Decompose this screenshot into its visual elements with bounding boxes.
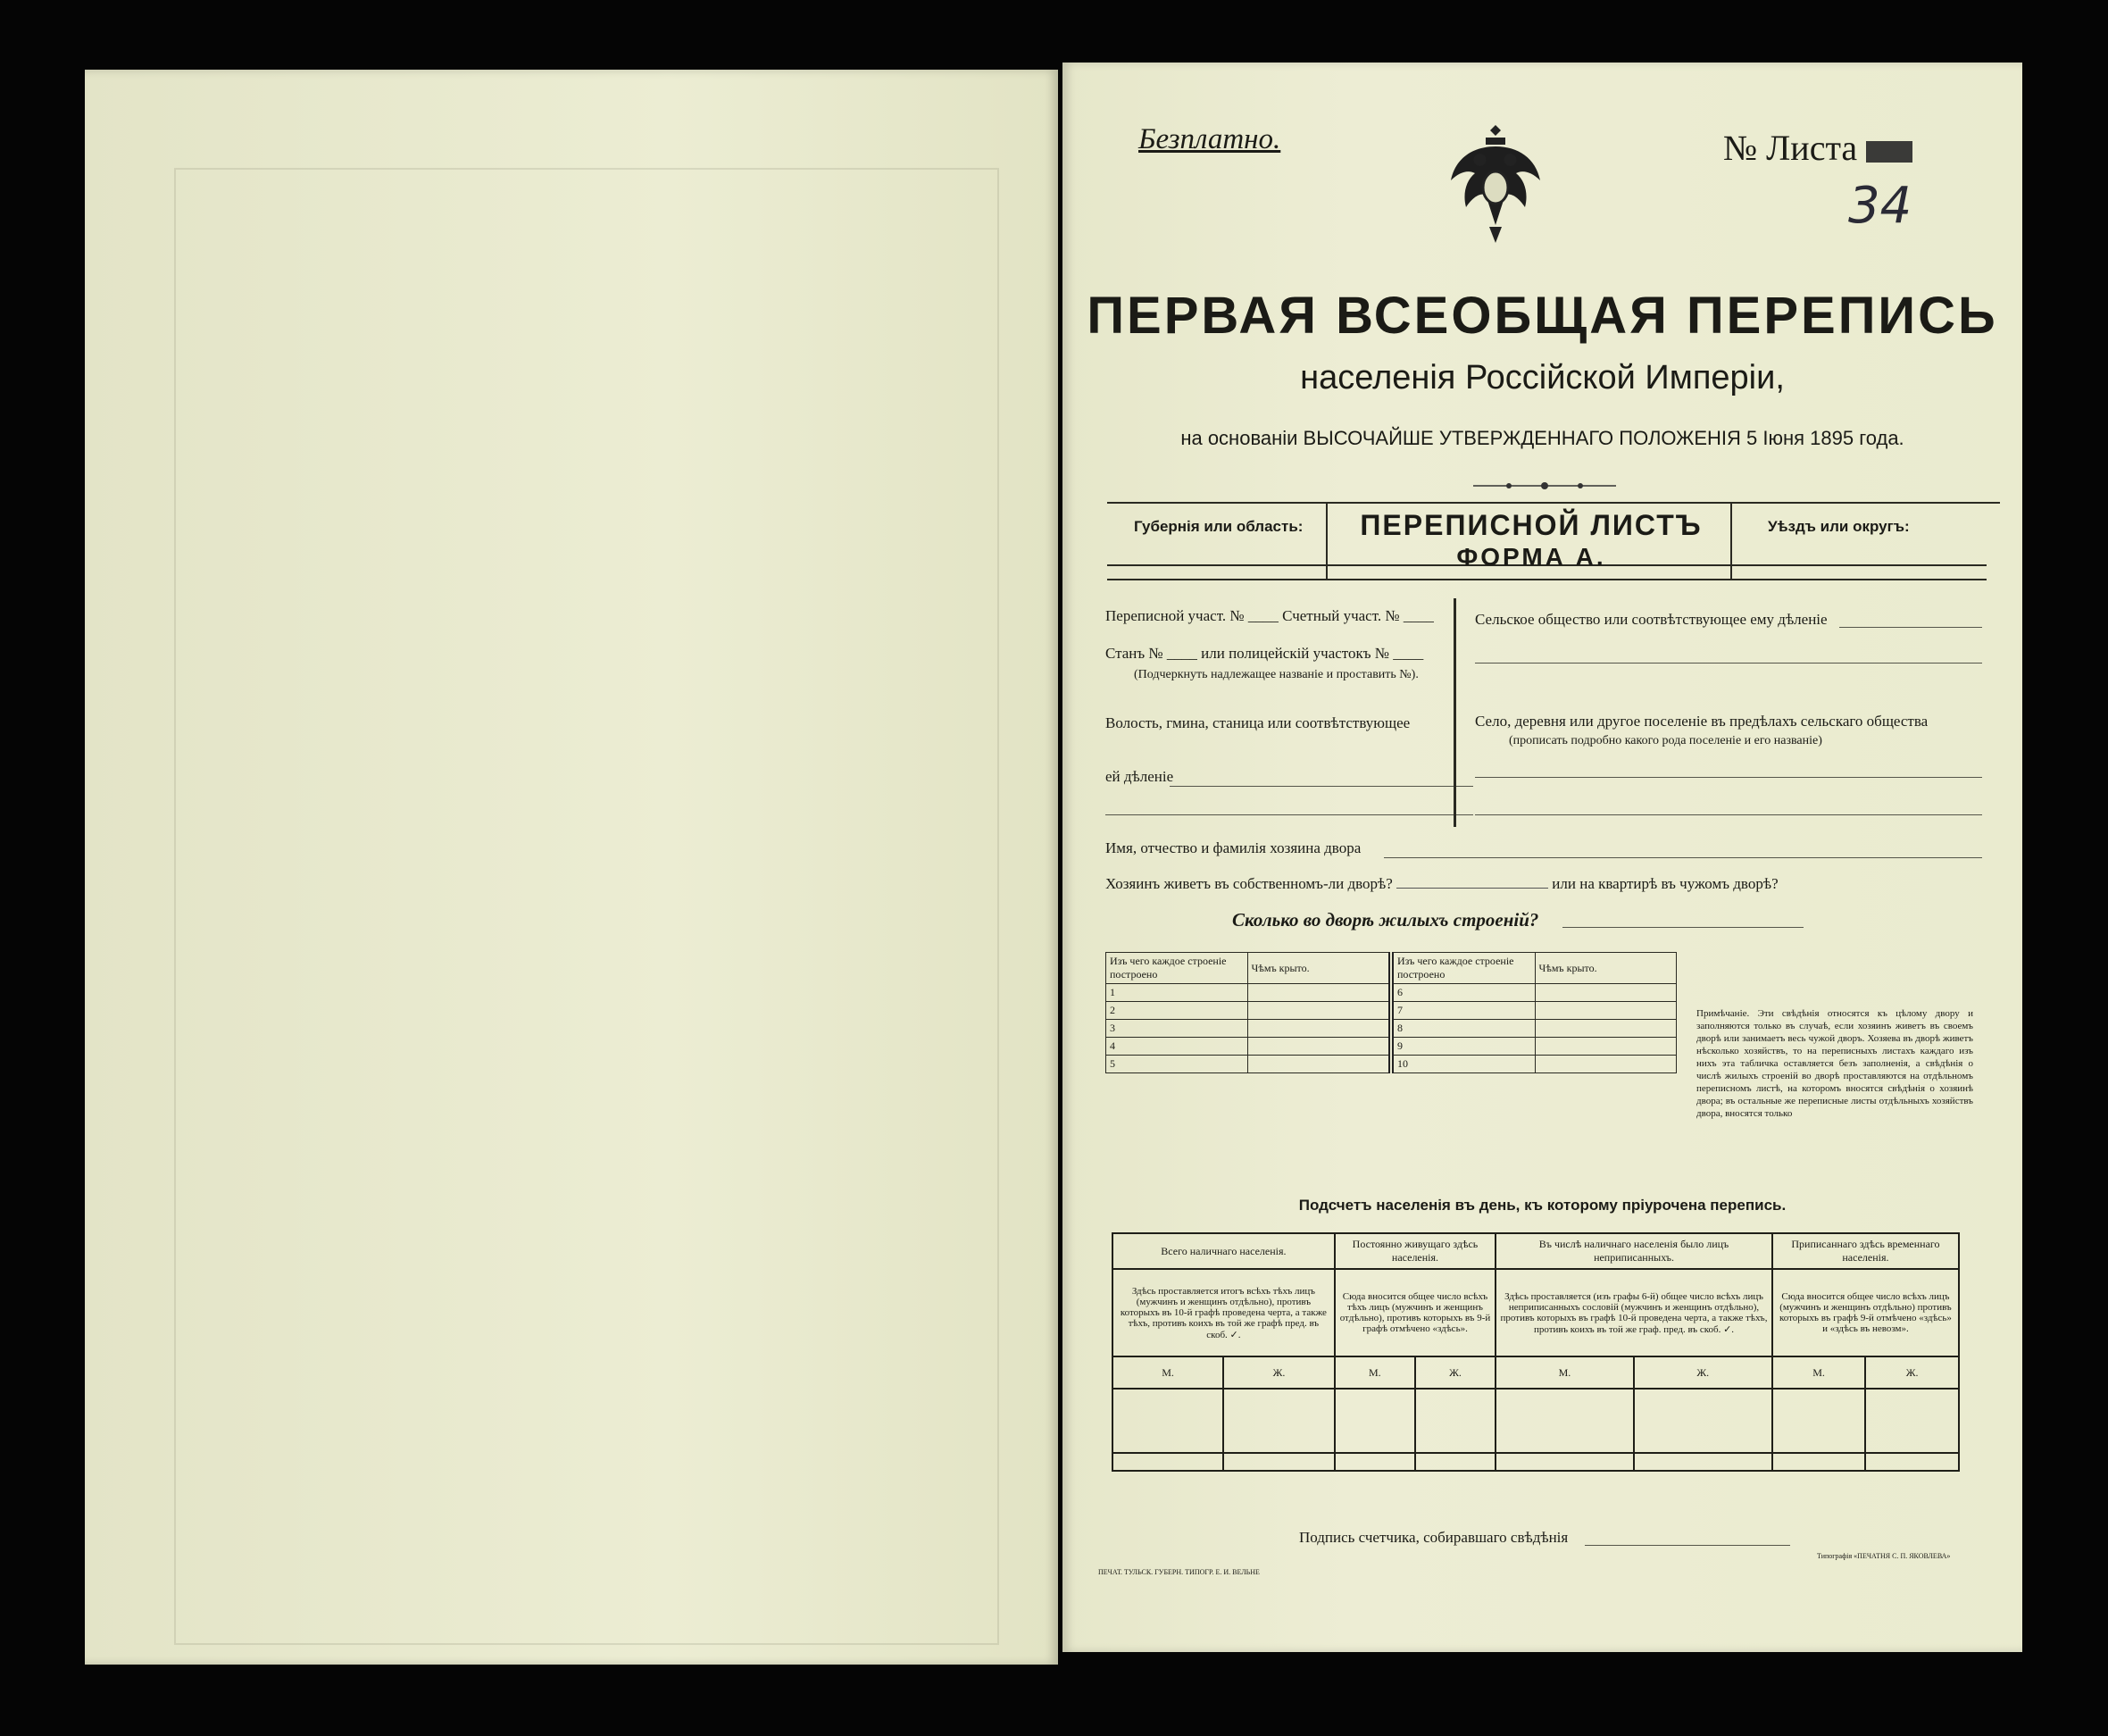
population-count-table (1112, 1232, 1960, 1472)
stan-field: Станъ № ____ или полицейскій участокъ № ____ (1105, 645, 1424, 662)
left-page (85, 70, 1058, 1665)
table-row: 5 (1106, 1056, 1248, 1073)
rented-yard-label: или на квартирѣ въ чужомъ дворѣ? (1552, 875, 1779, 892)
count-desc-permanent: Сюда вносится общее число всѣхъ тѣхъ лицъ (мужчинъ и женщинъ отдѣльно), противъ которыхъ въ 9-й графѣ отмѣчено «здѣсь». (1335, 1269, 1496, 1356)
census-section-field: Переписной участ. № ____ Счетный участ. № ____ (1105, 607, 1434, 624)
province-label: Губернія или область: (1134, 518, 1304, 535)
male-col-label: М. (1772, 1356, 1865, 1389)
count-heading: Подсчетъ населенія въ день, къ которому пріурочена перепись. (1298, 1197, 1787, 1214)
show-through-frame (174, 168, 999, 1645)
female-col-label: Ж. (1223, 1356, 1335, 1389)
police-section-label: или полицейскій участокъ № (1201, 645, 1390, 662)
sheet-number-label (1723, 127, 1912, 169)
count-section-label: Счетный участ. № (1282, 607, 1400, 624)
census-form-page (1062, 63, 2022, 1652)
table-row: 2 (1106, 1002, 1248, 1020)
table-row: 1 (1106, 984, 1248, 1002)
signature-label: Подпись счетчика, собиравшаго свѣдѣнія (1299, 1529, 1569, 1546)
village-label: Село, деревня или другое поселеніе въ предѣлахъ сельскаго общества (1475, 713, 1929, 730)
printer-imprint-left: ПЕЧАТ. ТУЛЬСК. ГУБЕРН. ТИПОГР. Е. И. ВЕЛЬНЕ (1098, 1568, 1260, 1576)
count-desc-temporary: Сюда вносится общее число всѣхъ лицъ (мужчинъ и женщинъ отдѣльно) противъ которыхъ въ графѣ 9-й отмѣчено «здѣсь» и «здѣсь въ невозм». (1772, 1269, 1959, 1356)
count-header-total: Всего наличнаго населенія. (1112, 1233, 1335, 1269)
rural-society-label: Сельское общество или соотвѣтствующее ему дѣленіе (1475, 611, 1828, 628)
free-label: Безплатно. (1138, 123, 1281, 155)
buildings-col-material: Изъ чего каждое строеніе построено (1106, 953, 1248, 984)
male-col-label: М. (1335, 1356, 1415, 1389)
legal-basis-line: на основаніи ВЫСОЧАЙШЕ УТВЕРЖДЕННАГО ПОЛОЖЕНІЯ 5 Іюня 1895 года. (1180, 427, 1904, 449)
district-label: Уѣздъ или округъ: (1768, 518, 1910, 535)
imperial-eagle-emblem-icon (1446, 118, 1545, 252)
village-note: (прописать подробно какого рода поселеніе и его названіе) (1509, 734, 1822, 747)
female-col-label: Ж. (1634, 1356, 1772, 1389)
buildings-table (1105, 952, 1677, 1073)
document-subtitle: населенія Россійской Имперіи, (1300, 359, 1785, 396)
buildings-question: Сколько во дворѣ жилыхъ строеній? (1232, 909, 1539, 931)
count-header-permanent: Постоянно живущаго здѣсь населенія. (1335, 1233, 1496, 1269)
underline-note: (Подчеркнуть надлежащее названіе и проставить №). (1134, 668, 1419, 681)
printer-imprint-right: Типографія «ПЕЧАТНЯ С. П. ЯКОВЛЕВА» (1817, 1552, 1951, 1560)
count-header-unregistered: Въ числѣ наличнаго населенія было лицъ неприписанныхъ. (1496, 1233, 1772, 1269)
owner-lives-label (1105, 875, 1779, 893)
female-col-label: Ж. (1415, 1356, 1496, 1389)
form-label: ФОРМА А. (1456, 543, 1606, 571)
table-row: 4 (1106, 1038, 1248, 1056)
sheet-number-handwritten: 34 (1848, 177, 1912, 235)
male-col-label: М. (1496, 1356, 1634, 1389)
owner-name-label: Имя, отчество и фамилія хозяина двора (1105, 839, 1362, 856)
ink-blot (1866, 141, 1912, 163)
male-col-label: М. (1112, 1356, 1223, 1389)
buildings-col-roof-2: Чѣмъ крыто. (1535, 953, 1676, 984)
count-desc-unregistered: Здѣсь проставляется (изъ графы 6-й) общее число всѣхъ лицъ неприписанныхъ сословій (мужчинъ и женщинъ отдѣльно), противъ которыхъ въ графѣ 10-й проведена черта, а также тѣхъ, противъ коихъ въ той же граф. пред. въ скоб. ✓. (1496, 1269, 1772, 1356)
table-row: 10 (1391, 1056, 1535, 1073)
own-yard-label: Хозяинъ живетъ въ собственномъ-ли дворѣ? (1105, 875, 1393, 892)
document-title: ПЕРВАЯ ВСЕОБЩАЯ ПЕРЕПИСЬ (1087, 287, 1998, 345)
buildings-col-material-2: Изъ чего каждое строеніе построено (1391, 953, 1535, 984)
count-desc-total: Здѣсь проставляется итогъ всѣхъ тѣхъ лицъ (мужчинъ и женщинъ отдѣльно), противъ которыхъ въ 10-й графѣ проведена черта, а также тѣхъ, противъ коихъ въ той же графѣ пред. въ скоб. ✓. (1112, 1269, 1335, 1356)
ornament-divider-icon (1473, 479, 1616, 493)
table-row: 9 (1391, 1038, 1535, 1056)
count-header-temporary: Приписаннаго здѣсь временнаго населенія. (1772, 1233, 1959, 1269)
sheet-number-text: № Листа (1723, 128, 1858, 168)
stan-label: Станъ № (1105, 645, 1163, 662)
table-row: 3 (1106, 1020, 1248, 1038)
census-section-label: Переписной участ. № (1105, 607, 1245, 624)
volost-label: Волость, гмина, станица или соотвѣтствующее (1105, 714, 1411, 731)
buildings-col-roof: Чѣмъ крыто. (1247, 953, 1391, 984)
note-text: Примѣчаніе. Эти свѣдѣнія относятся къ цѣлому двору и заполняются только въ случаѣ, если хозяинъ живетъ въ своемъ дворѣ или занимаетъ весь чужой дворъ. Хозяева въ дворѣ живетъ нѣсколько хозяйствъ, то на переписныхъ листахъ каждаго изъ нихъ эта табличка оставляется безъ заполненія, а свѣдѣнія о числѣ жилыхъ строеній во дворѣ проставляются на отдѣльномъ переписномъ листѣ, на которомъ вносятся свѣдѣнія о хозяинѣ двора; въ остальные же переписные листы отдѣльныхъ хозяйствъ двора, вносятся только (1696, 1008, 1973, 1119)
table-row: 7 (1391, 1002, 1535, 1020)
table-row: 8 (1391, 1020, 1535, 1038)
division-label: ей дѣленіе (1105, 768, 1174, 785)
sheet-title: ПЕРЕПИСНОЙ ЛИСТЪ (1360, 509, 1703, 541)
female-col-label: Ж. (1865, 1356, 1959, 1389)
table-row: 6 (1391, 984, 1535, 1002)
